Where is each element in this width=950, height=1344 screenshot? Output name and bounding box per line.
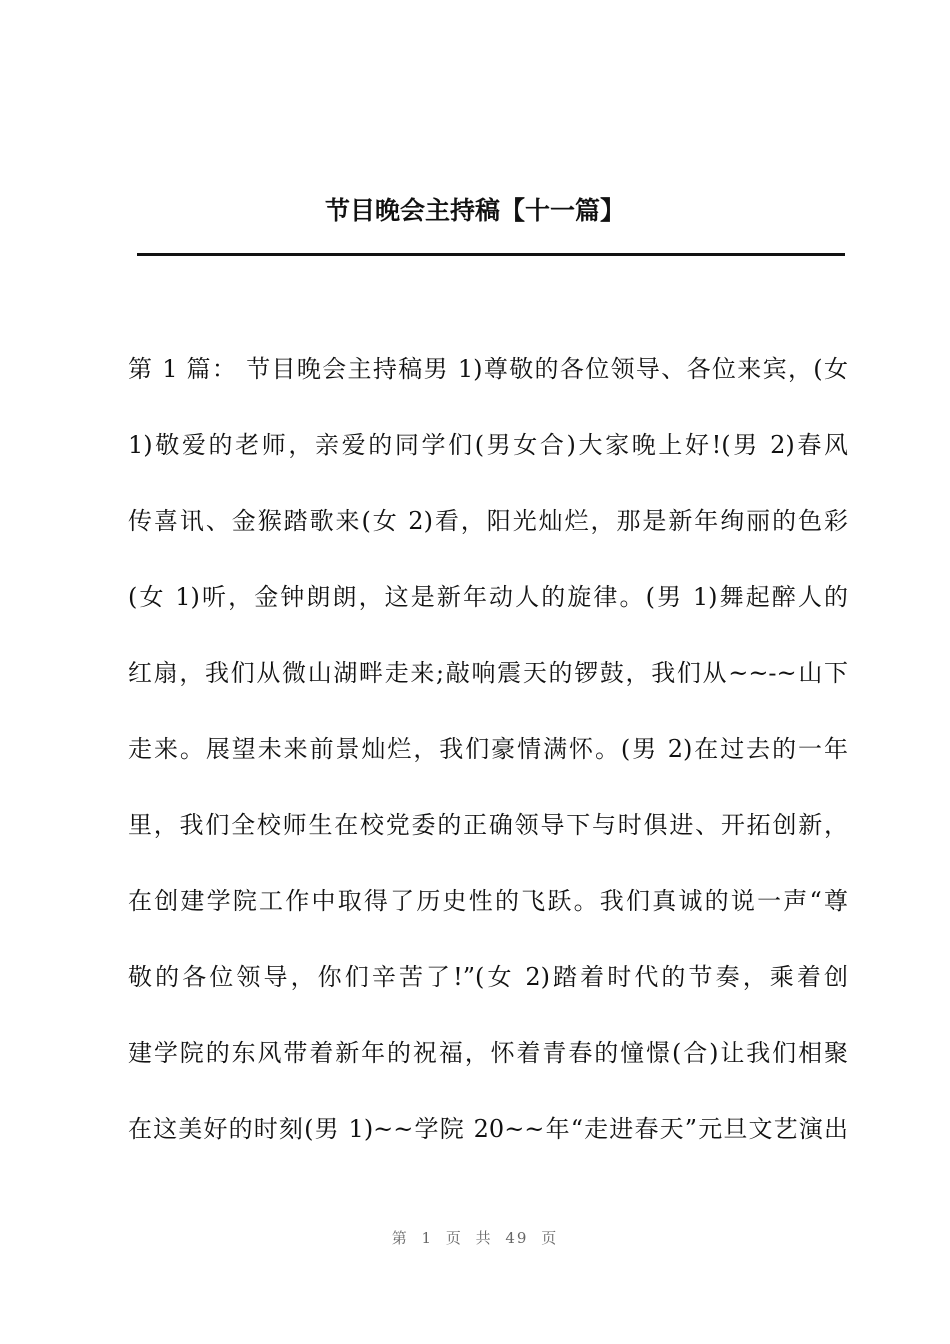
page-title: 节目晚会主持稿【十一篇】 [324,196,625,225]
body-text [128,345,848,1181]
body-line: 建学院的东风带着新年的祝福，怀着青春的憧憬(合)让我们相聚 [128,1039,848,1067]
body-line: 在这美好的时刻(男 1)~~学院 20~~年“走进春天”元旦文艺演出 [128,1115,848,1143]
body-line: 1)敬爱的老师，亲爱的同学们(男女合)大家晚上好!(男 2)春风 [128,431,848,459]
body-line: 第 1 篇： 节目晚会主持稿男 1)尊敬的各位领导、各位来宾，(女 [128,355,848,383]
body-line: 敬的各位领导，你们辛苦了!”(女 2)踏着时代的节奏，乘着创 [128,963,848,991]
body-line: 在创建学院工作中取得了历史性的飞跃。我们真诚的说一声“尊 [128,887,848,915]
body-line: 里，我们全校师生在校党委的正确领导下与时俱进、开拓创新， [128,811,848,839]
body-line: 走来。展望未来前景灿烂，我们豪情满怀。(男 2)在过去的一年 [128,735,848,763]
body-line: 传喜讯、金猴踏歌来(女 2)看，阳光灿烂，那是新年绚丽的色彩 [128,507,848,535]
page-footer: 第 1 页 共 49 页 [391,1229,559,1247]
title-divider [137,253,845,256]
body-line: 红扇，我们从微山湖畔走来;敲响震天的锣鼓，我们从~~-~山下 [128,659,848,687]
body-line: (女 1)听，金钟朗朗，这是新年动人的旋律。(男 1)舞起醉人的 [128,583,848,611]
